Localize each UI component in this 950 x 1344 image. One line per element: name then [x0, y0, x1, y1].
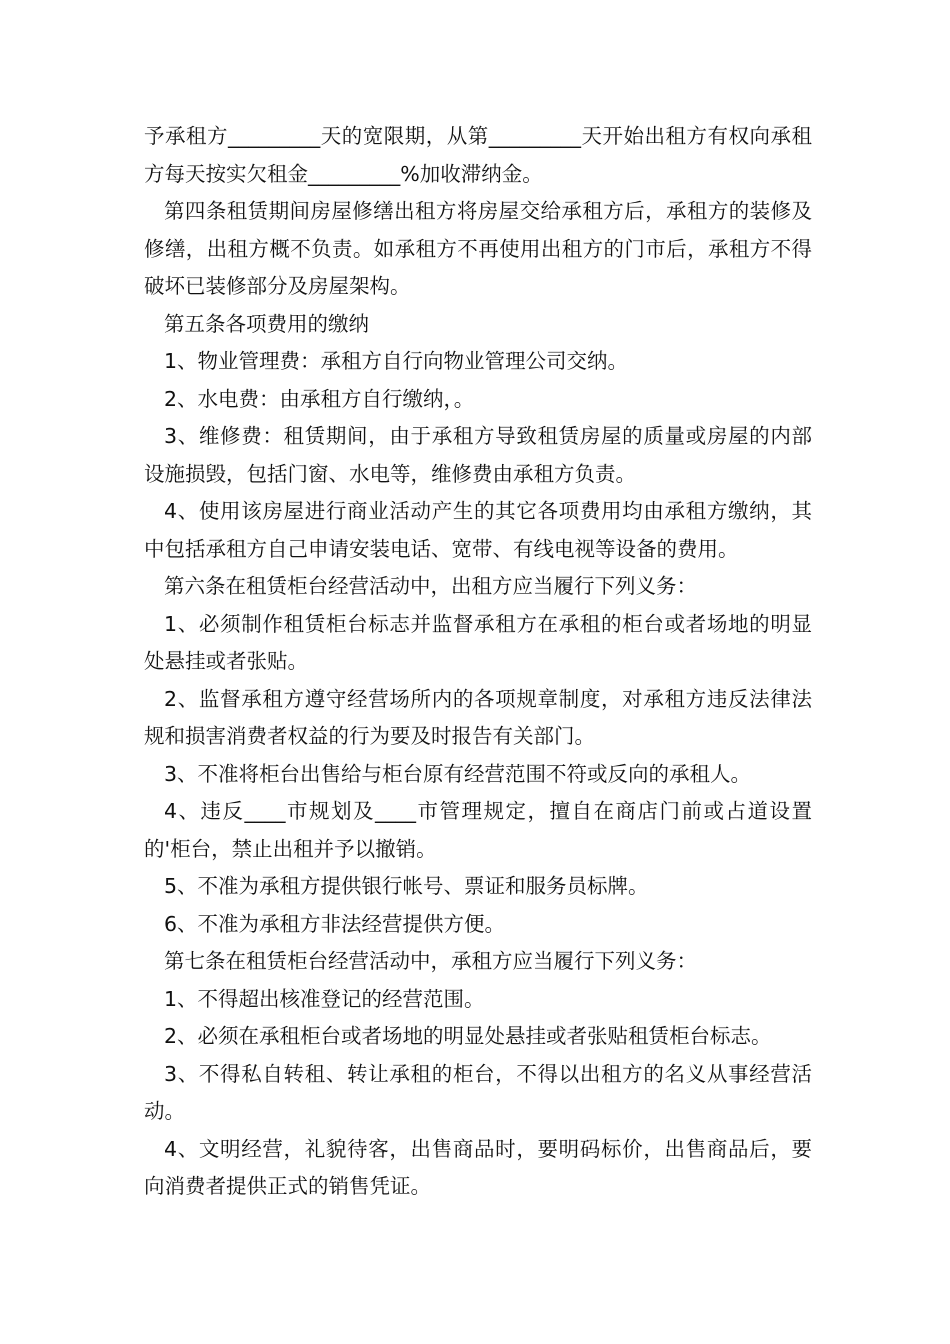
paragraph-article-5-item-1: 1、物业管理费：承租方自行向物业管理公司交纳。 — [164, 349, 629, 373]
paragraph-article-7-item-4: 4、文明经营，礼貌待客，出售商品时，要明码标价，出售商品后，要向消费者提供正式的销售凭证。 — [144, 1136, 812, 1198]
paragraph-article-6-heading: 第六条在租赁柜台经营活动中，出租方应当履行下列义务： — [164, 574, 697, 598]
paragraph-article-6-item-6: 6、不准为承租方非法经营提供方便。 — [164, 911, 506, 936]
paragraph-article-7-item-2: 2、必须在承租柜台或者场地的明显处悬挂或者张贴租赁柜台标志。 — [164, 1024, 772, 1048]
paragraph-article-6-item-3: 3、不准将柜台出售给与柜台原有经营范围不符或反向的承租人。 — [164, 761, 752, 786]
paragraph-article-5-item-4: 4、使用该房屋进行商业活动产生的其它各项费用均由承租方缴纳，其中包括承租方自己申请安装电话、宽带、有线电视等设备的费用。 — [144, 499, 812, 561]
paragraph-article-6-item-4: 4、违反____市规划及____市管理规定，擅自在商店门前或占道设置的'柜台，禁止出租并予以撤销。 — [144, 799, 812, 861]
paragraph-article-5-item-2: 2、水电费：由承租方自行缴纳，。 — [164, 386, 475, 411]
paragraph-article-7-heading: 第七条在租赁柜台经营活动中，承租方应当履行下列义务： — [164, 949, 697, 973]
paragraph-article-6-item-5: 5、不准为承租方提供银行帐号、票证和服务员标牌。 — [164, 874, 649, 898]
paragraph-article-5-item-3: 3、维修费：租赁期间，由于承租方导致租赁房屋的质量或房屋的内部设施损毁，包括门窗、水电等，维修费由承租方负责。 — [144, 424, 812, 486]
document-body — [144, 118, 812, 1206]
paragraph-article-7-item-1: 1、不得超出核准登记的经营范围。 — [164, 986, 485, 1011]
paragraph-article-4: 第四条租赁期间房屋修缮出租方将房屋交给承租方后，承租方的装修及修缮，出租方概不负责。如承租方不再使用出租方的门市后，承租方不得破坏已装修部分及房屋架构。 — [144, 199, 812, 298]
paragraph-grace-period: 予承租方_________天的宽限期，从第_________天开始出租方有权向承租方每天按实欠租金_________%加收滞纳金。 — [144, 124, 812, 186]
paragraph-article-5-heading: 第五条各项费用的缴纳 — [164, 311, 369, 336]
paragraph-article-7-item-3: 3、不得私自转租、转让承租的柜台，不得以出租方的名义从事经营活动。 — [144, 1061, 812, 1123]
paragraph-article-6-item-1: 1、必须制作租赁柜台标志并监督承租方在承租的柜台或者场地的明显处悬挂或者张贴。 — [144, 611, 812, 673]
paragraph-article-6-item-2: 2、监督承租方遵守经营场所内的各项规章制度，对承租方违反法律法规和损害消费者权益的行为要及时报告有关部门。 — [144, 686, 812, 748]
